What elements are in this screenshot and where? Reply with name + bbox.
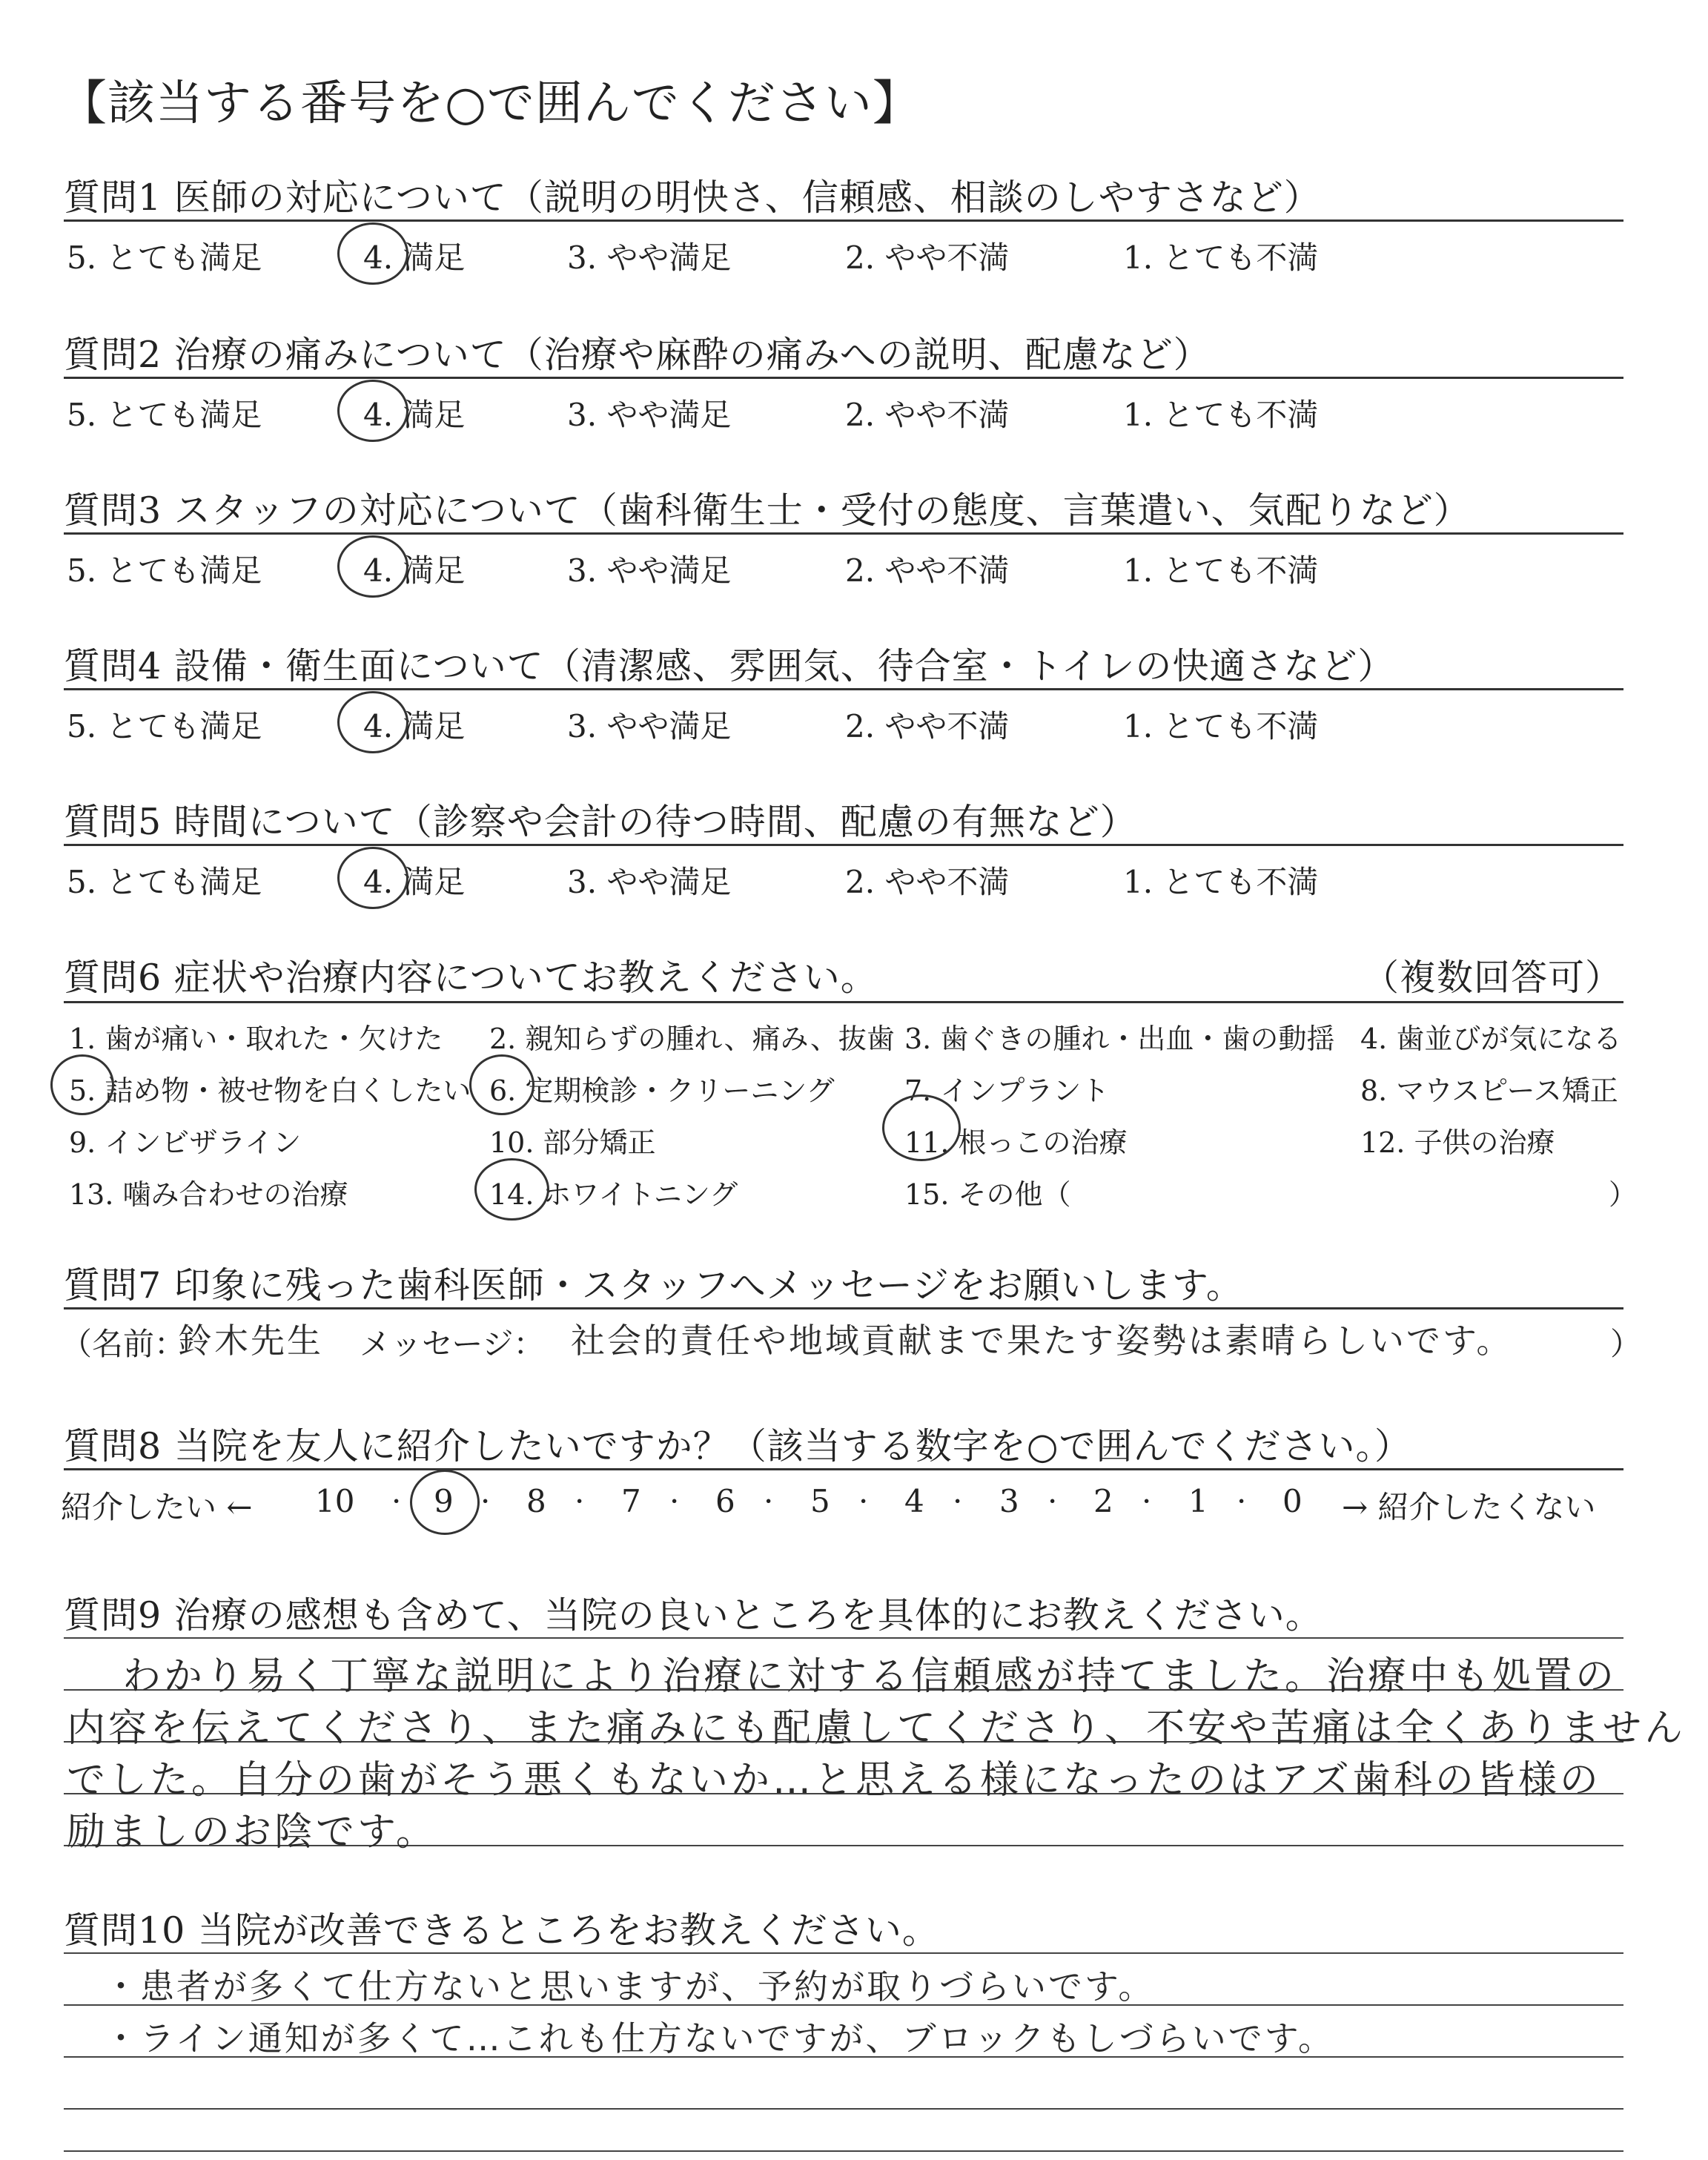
q6-selection-circle-11	[882, 1094, 961, 1161]
q1-option-5[interactable]: 5. とても満足	[67, 240, 262, 276]
q8-selection-circle	[410, 1470, 480, 1535]
q7-name-label: （名前：	[61, 1326, 186, 1362]
q8-scale-1[interactable]: 1	[1188, 1483, 1208, 1519]
q6-option-1[interactable]: 1. 歯が痛い・取れた・欠けた	[69, 1023, 443, 1055]
q2-option-3[interactable]: 3. やや満足	[567, 397, 732, 433]
q4-rule	[64, 688, 1623, 690]
q4-option-1[interactable]: 1. とても不満	[1123, 708, 1319, 744]
q8-dot: ·	[391, 1483, 402, 1519]
q3-option-3[interactable]: 3. やや満足	[567, 552, 732, 589]
q3-option-1[interactable]: 1. とても不満	[1123, 552, 1319, 589]
q5-heading: 質問5 時間について（診察や会計の待つ時間、配慮の有無など）	[64, 801, 1137, 843]
q5-option-5[interactable]: 5. とても満足	[67, 864, 262, 900]
q8-right-label: → 紹介したくない	[1342, 1489, 1596, 1525]
q8-rule	[64, 1468, 1623, 1470]
q6-option-2[interactable]: 2. 親知らずの腫れ、痛み、抜歯	[489, 1023, 895, 1055]
q6-heading: 質問6 症状や治療内容についてお教えください。	[64, 957, 878, 999]
q2-heading: 質問2 治療の痛みについて（治療や麻酔の痛みへの説明、配慮など）	[64, 334, 1211, 376]
q2-option-2[interactable]: 2. やや不満	[845, 397, 1010, 433]
q8-dot: ·	[1142, 1483, 1152, 1519]
q8-scale-2[interactable]: 2	[1093, 1483, 1113, 1519]
q6-option-3[interactable]: 3. 歯ぐきの腫れ・出血・歯の動揺	[904, 1023, 1335, 1055]
q3-option-5[interactable]: 5. とても満足	[67, 552, 262, 589]
q6-selection-circle-14	[474, 1158, 549, 1221]
q6-option-12[interactable]: 12. 子供の治療	[1360, 1126, 1555, 1159]
q8-scale-3[interactable]: 3	[999, 1483, 1019, 1519]
q6-option-10[interactable]: 10. 部分矯正	[489, 1126, 656, 1159]
q6-rule	[64, 1001, 1623, 1003]
q1-selection-circle	[337, 222, 408, 285]
q7-message-label: メッセージ：	[360, 1326, 545, 1362]
q6-option-5[interactable]: 5. 詰め物・被せ物を白くしたい	[69, 1074, 471, 1107]
q8-scale-8[interactable]: 8	[526, 1483, 546, 1519]
q4-option-4[interactable]: 4. 満足	[363, 708, 466, 744]
q3-heading: 質問3 スタッフの対応について（歯科衛生士・受付の態度、言葉遣い、気配りなど）	[64, 489, 1471, 532]
q7-heading: 質問7 印象に残った歯科医師・スタッフへメッセージをお願いします。	[64, 1264, 1243, 1307]
q1-heading: 質問1 医師の対応について（説明の明快さ、信頼感、相談のしやすさなど）	[64, 176, 1321, 219]
q10-writing-line	[64, 1952, 1623, 1954]
q5-rule	[64, 844, 1623, 846]
q9-answer-line[interactable]: 励ましのお陰です。	[67, 1810, 437, 1855]
q4-option-2[interactable]: 2. やや不満	[845, 708, 1010, 744]
q6-multi-answer-note: （複数回答可）	[1363, 957, 1623, 999]
q4-heading: 質問4 設備・衛生面について（清潔感、雰囲気、待合室・トイレの快適さなど）	[64, 645, 1395, 687]
q7-name-value[interactable]: 鈴木先生	[178, 1321, 323, 1361]
q4-option-3[interactable]: 3. やや満足	[567, 708, 732, 744]
q6-option-13[interactable]: 13. 噛み合わせの治療	[69, 1178, 348, 1211]
q10-answer-line[interactable]: ・患者が多くて仕方ないと思いますが、予約が取りづらいです。	[104, 1966, 1155, 2007]
q8-heading: 質問8 当院を友人に紹介したいですか？（該当する数字を○で囲んでください。）	[64, 1425, 1412, 1467]
q2-selection-circle	[337, 380, 408, 442]
q4-selection-circle	[337, 691, 408, 753]
q9-heading: 質問9 治療の感想も含めて、当院の良いところを具体的にお教えください。	[64, 1594, 1323, 1636]
q6-option-15-close: ）	[1609, 1178, 1638, 1211]
q8-scale-10[interactable]: 10	[315, 1483, 355, 1519]
q1-option-4[interactable]: 4. 満足	[363, 240, 466, 276]
q6-option-4[interactable]: 4. 歯並びが気になる	[1360, 1023, 1622, 1055]
q6-option-14[interactable]: 14. ホワイトニング	[489, 1178, 738, 1211]
q8-dot: ·	[669, 1483, 680, 1519]
q5-option-3[interactable]: 3. やや満足	[567, 864, 732, 900]
q8-dot: ·	[1237, 1483, 1247, 1519]
q8-dot: ·	[480, 1483, 491, 1519]
q8-dot: ·	[858, 1483, 869, 1519]
q6-selection-circle-5	[50, 1054, 114, 1115]
q6-option-15[interactable]: 15. その他（	[904, 1178, 1071, 1211]
q9-answer-line[interactable]: わかり易く丁寧な説明により治療に対する信頼感が持てました。治療中も処置の	[122, 1654, 1618, 1699]
q3-rule	[64, 532, 1623, 535]
q8-dot: ·	[953, 1483, 963, 1519]
q6-option-6[interactable]: 6. 定期検診・クリーニング	[489, 1074, 835, 1107]
q5-option-4[interactable]: 4. 満足	[363, 864, 466, 900]
q8-left-label: 紹介したい ←	[61, 1489, 253, 1525]
q4-option-5[interactable]: 5. とても満足	[67, 708, 262, 744]
q5-selection-circle	[337, 847, 408, 909]
q2-option-4[interactable]: 4. 満足	[363, 397, 466, 433]
q8-scale-9[interactable]: 9	[434, 1483, 454, 1519]
q10-answer-line[interactable]: ・ライン通知が多くて…これも仕方ないですが、ブロックもしづらいです。	[104, 2018, 1335, 2058]
q10-writing-line	[64, 2108, 1623, 2110]
q5-option-1[interactable]: 1. とても不満	[1123, 864, 1319, 900]
q9-answer-line[interactable]: 内容を伝えてくださり、また痛みにも配慮してくださり、不安や苦痛は全くありません	[67, 1706, 1687, 1751]
q8-scale-4[interactable]: 4	[904, 1483, 924, 1519]
q10-writing-line	[64, 2150, 1623, 2152]
q5-option-2[interactable]: 2. やや不満	[845, 864, 1010, 900]
q1-option-3[interactable]: 3. やや満足	[567, 240, 732, 276]
q6-selection-circle-6	[469, 1054, 534, 1115]
q7-close-paren: ）	[1610, 1326, 1642, 1362]
q6-option-9[interactable]: 9. インビザライン	[69, 1126, 302, 1159]
q1-rule	[64, 219, 1623, 222]
q3-selection-circle	[337, 535, 408, 598]
q3-option-4[interactable]: 4. 満足	[363, 552, 466, 589]
q7-rule	[64, 1307, 1623, 1309]
q1-option-2[interactable]: 2. やや不満	[845, 240, 1010, 276]
q8-dot: ·	[575, 1483, 585, 1519]
q6-option-7[interactable]: 7. インプラント	[904, 1074, 1110, 1107]
q8-scale-6[interactable]: 6	[715, 1483, 735, 1519]
q8-dot: ·	[764, 1483, 774, 1519]
q7-message-value[interactable]: 社会的責任や地域貢献まで果たす姿勢は素晴らしいです。	[571, 1321, 1513, 1361]
q8-scale-7[interactable]: 7	[621, 1483, 641, 1519]
q8-dot: ·	[1047, 1483, 1058, 1519]
q2-option-5[interactable]: 5. とても満足	[67, 397, 262, 433]
q6-option-11[interactable]: 11. 根っこの治療	[904, 1126, 1128, 1159]
q10-heading: 質問10 当院が改善できるところをお教えください。	[64, 1909, 939, 1952]
q6-option-8[interactable]: 8. マウスピース矯正	[1360, 1074, 1618, 1107]
q2-rule	[64, 377, 1623, 379]
q8-scale-5[interactable]: 5	[810, 1483, 830, 1519]
q1-option-1[interactable]: 1. とても不満	[1123, 240, 1319, 276]
q9-writing-line	[64, 1637, 1623, 1639]
q2-option-1[interactable]: 1. とても不満	[1123, 397, 1319, 433]
q8-scale-0[interactable]: 0	[1282, 1483, 1302, 1519]
page-title: 【該当する番号を○で囲んでください】	[59, 76, 921, 131]
q9-answer-line[interactable]: でした。自分の歯がそう悪くもないか…と思える様になったのはアズ歯科の皆様の	[67, 1758, 1601, 1803]
q3-option-2[interactable]: 2. やや不満	[845, 552, 1010, 589]
